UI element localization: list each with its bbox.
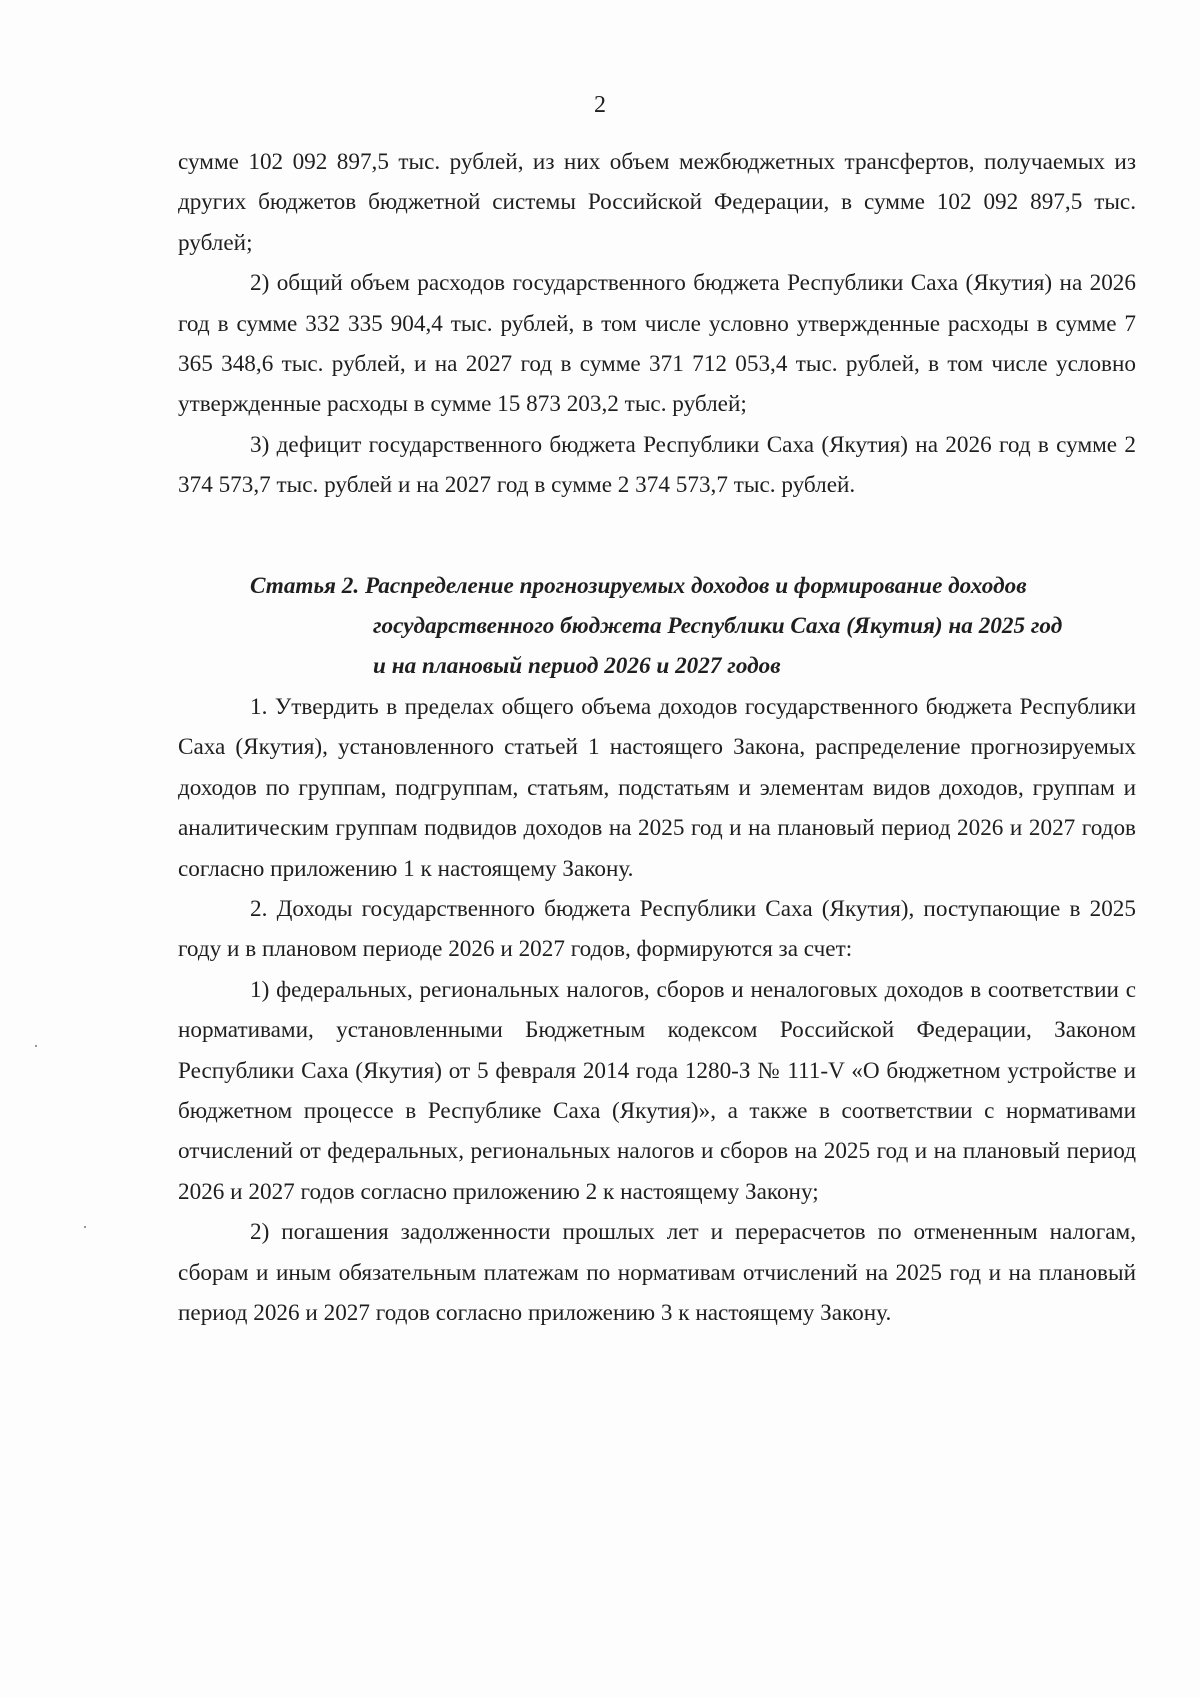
article-subitem-1: 1) федеральных, региональных налогов, сборов и неналоговых доходов в соответствии с нормативами, установленными Бюджетным кодексом Российской Федерации, Законом Республики Саха (Якутия) от 5 февраля 2014 года 1280-З № 111-V «О бюджетном устройстве и бюджетном процессе в Республике Саха (Якутия)», а также в соответствии с нормативами отчислений от федеральных, региональных налогов и сборов на 2025 год и на плановый период 2026 и 2027 годов согласно приложению 2 к настоящему Закону; xyxy=(178,976,1136,1205)
continuation-paragraph: сумме 102 092 897,5 тыс. рублей, из них объем межбюджетных трансфертов, получаемых из других бюджетов бюджетной системы Российской Федерации, в сумме 102 092 897,5 тыс. рублей; xyxy=(178,149,1136,256)
article-paragraph-1: 1. Утвердить в пределах общего объема доходов государственного бюджета Республики Саха (Якутия), установленного статьей 1 настоящего Закона, распределение прогнозируемых доходов по группам, подгруппам, статьям, подстатьям и элементам видов доходов, группам и аналитическим группам подвидов доходов на 2025 год и на плановый период 2026 и 2027 годов согласно приложению 1 к настоящему Закону. xyxy=(178,694,1136,882)
scan-speck xyxy=(35,1045,37,1047)
expenditure-paragraph: 2) общий объем расходов государственного бюджета Республики Саха (Якутия) на 2026 год в сумме 332 335 904,4 тыс. рублей, в том числе условно утвержденные расходы в сумме 7 365 348,6 тыс. рублей, и на 2027 год в сумме 371 712 053,4 тыс. рублей, в том числе условно утвержденные расходы в сумме 15 873 203,2 тыс. рублей; xyxy=(178,270,1136,418)
page-number: 2 xyxy=(594,92,606,118)
intro-text-block xyxy=(178,142,1136,506)
article-heading-line-2: государственного бюджета Республики Саха (Якутия) на 2025 год xyxy=(373,613,1063,639)
article-2-heading xyxy=(178,566,1136,686)
article-heading-line-1: Статья 2. Распределение прогнозируемых доходов и формирование доходов xyxy=(250,573,1027,599)
article-heading-line-3: и на плановый период 2026 и 2027 годов xyxy=(373,653,781,679)
article-subitem-2: 2) погашения задолженности прошлых лет и перерасчетов по отмененным налогам, сборам и иным обязательным платежам по нормативам отчислений на 2025 год и на плановый период 2026 и 2027 годов согласно приложению 3 к настоящему Закону. xyxy=(178,1219,1136,1327)
deficit-paragraph: 3) дефицит государственного бюджета Республики Саха (Якутия) на 2026 год в сумме 2 374 573,7 тыс. рублей и на 2027 год в сумме 2 374 573,7 тыс. рублей. xyxy=(178,431,1136,499)
article-2-body xyxy=(178,687,1136,1334)
article-paragraph-2: 2. Доходы государственного бюджета Республики Саха (Якутия), поступающие в 2025 году и в плановом периоде 2026 и 2027 годов, формируются за счет: xyxy=(178,896,1136,963)
scan-speck xyxy=(84,1226,86,1228)
